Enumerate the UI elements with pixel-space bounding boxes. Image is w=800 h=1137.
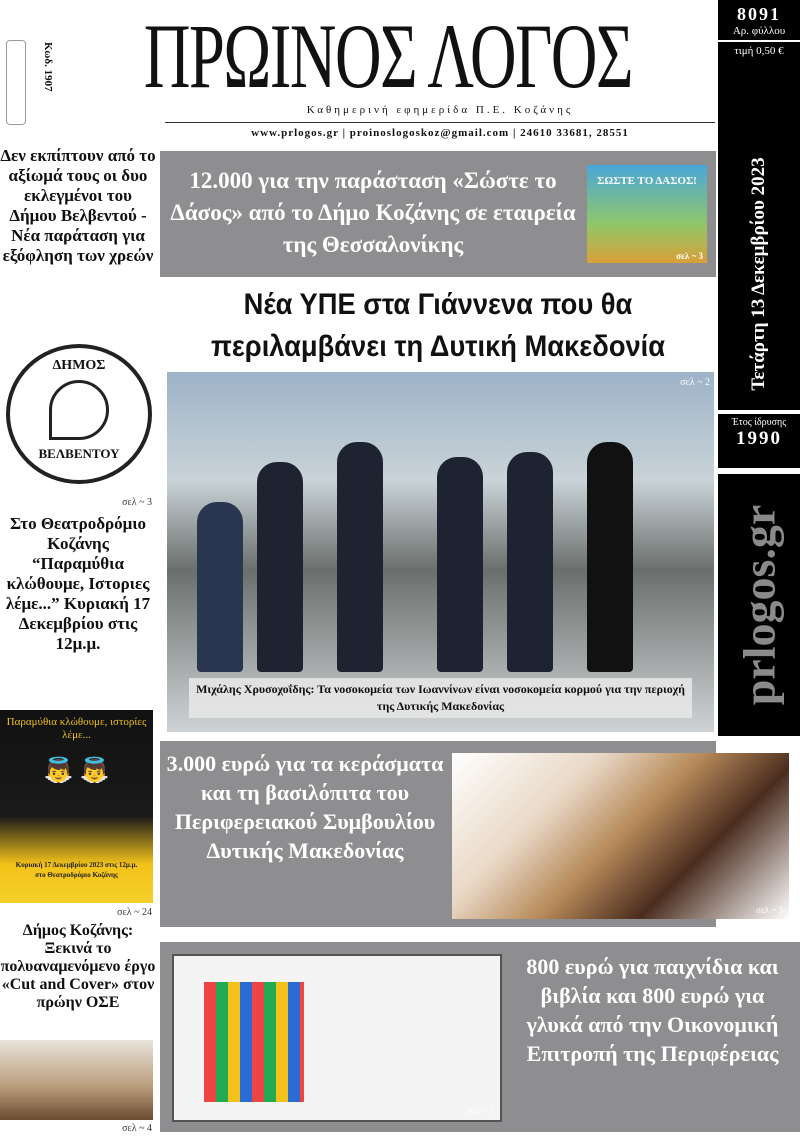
issue-box [718,0,800,138]
page-ref: σελ ~ 3 [676,251,703,261]
story-vasilopita[interactable] [160,741,783,927]
lead-photo[interactable] [167,372,714,732]
site-logo: prlogos.gr [733,504,785,706]
newspaper-title: ΠΡΩΙΝΟΣ ΛΟΓΟΣ [143,5,633,107]
issue-date: Τετάρτη 13 Δεκεμβρίου 2023 [748,157,769,391]
leaf-icon [49,380,109,440]
story-sosete-to-dasos[interactable] [160,151,716,277]
issue-label: Αρ. φύλλου [718,25,800,42]
registration-code [4,40,54,125]
lead-headline[interactable]: Νέα ΥΠΕ στα Γιάννενα που θα περιλαμβάνει τη Δυτική Μακεδονία [165,284,711,368]
page-ref: σελ ~ 3 [467,1106,494,1116]
story-toys-books[interactable] [160,942,800,1132]
code-label: Κωδ. 1907 [42,42,54,92]
site-box[interactable] [718,474,800,736]
headline: 3.000 ευρώ για τα κεράσματα και τη βασιλόπιτα του Περιφερειακού Συμβουλίου Δυτικής Μακεδονίας [166,751,444,863]
page-ref: σελ ~ 3 [122,497,152,508]
photo-caption: Μιχάλης Χρυσοχοΐδης: Τα νοσοκομεία των Ιωαννίνων είναι νοσοκομεία κορμού για την περιοχή της Δυτικής Μακεδονίας [189,678,692,718]
cake-money-image [452,753,789,919]
page-ref: σελ ~ 24 [117,907,152,918]
thumb-text: ΣΩΣΤΕ ΤΟ ΔΑΣΟΣ! [597,175,697,187]
page-ref: σελ ~ 4 [122,1123,152,1134]
logo-text-top: ΔΗΜΟΣ [52,358,106,373]
play-thumbnail [587,165,707,263]
price: τιμή 0,50 € [734,45,784,57]
page-ref: σελ ~ 3 [756,905,783,915]
date-box [718,138,800,410]
founded-box [718,414,800,468]
issue-number: 8091 [737,4,781,24]
story-velventos-headline[interactable]: Δεν εκπίπτουν από το αξίωμά τους οι δυο εκλεγμένοι του Δήμου Βελβεντού - Νέα παράταση για εξόφληση των χρεών [0,146,156,265]
newspaper-subtitle: Καθημερινή εφημερίδα Π.Ε. Κοζάνης [306,104,574,116]
poster-title: Παραμύθια κλώθουμε, ιστορίες λέμε... [6,716,147,741]
angels-icon: 👼 👼 [43,758,110,784]
books-toys-image [172,954,502,1122]
founded-label: Έτος ίδρυσης [731,417,787,428]
poster-date: Κυριακή 17 Δεκεμβρίου 2023 στις 12μ.μ. [15,861,138,869]
logo-text-bottom: ΒΕΛΒΕΝΤΟΥ [38,446,120,461]
masthead-area [62,2,714,112]
dimos-velventou-logo [6,344,152,484]
meeting-photo[interactable] [0,1040,153,1120]
headline: 12.000 για την παράσταση «Σώστε το Δάσος» από το Δήμο Κοζάνης σε εταιρεία της Θεσσαλονίκης [170,168,576,257]
page-ref: σελ ~ 2 [680,377,710,388]
theatre-poster[interactable] [0,710,153,903]
story-cut-cover-headline[interactable]: Δήμος Κοζάνης: Ξεκινά το πολυαναμενόμενο έργο «Cut and Cover» στον πρώην ΟΣΕ [0,922,156,1011]
story-theatre-headline[interactable]: Στο Θεατροδρόμιο Κοζάνης “Παραμύθια κλώθουμε, Ιστοριες λέμε...” Κυριακή 17 Δεκεμβρίου στις 12μ.μ. [5,514,151,653]
poster-venue: στο Θεατροδρόμιο Κοζάνης [35,871,118,879]
contact-line[interactable]: www.prlogos.gr | proinoslogoskoz@gmail.com | 24610 33681, 28551 [251,127,629,139]
founded-year: 1990 [736,428,782,449]
divider [165,122,715,123]
seal-icon [6,40,26,125]
headline: 800 ευρώ για παιχνίδια και βιβλία και 800 ευρώ για γλυκά από την Οικονομική Επιτροπή της Περιφέρειας [526,954,779,1066]
